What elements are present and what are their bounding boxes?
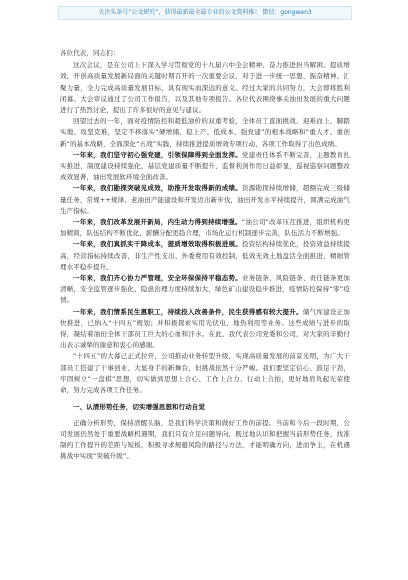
paragraph-text: 回望过去的一年，面对疫情防控和超低油价的双重考验，全体员工直面挑战、迎难而上，脚踏实地、攻坚克难，坚定不移落实“硬增储、稳上产、低成本、强党建”的根本战略和“重人才、重创新”的基本战略，全面深化“五战”实践，持续推进提质增效专项行动，各项工作取得了出色成绩。 [60,117,350,148]
paragraph-list [60,60,350,396]
paragraph [60,116,350,150]
paragraph-lead: 一年来，我们真抓实干降成本，提质增效取得积极进展。 [73,240,242,249]
paragraph-text: 储气库建设正加快推进，已纳入“十四五”规划；并积极探索实用光伏电、地热利用等业务。这些成绩与进步的取得，凝结着油田全体干部员工巨大的心血和汗水。在此，我代表公司党委和公司，对大家的辛勤付出表示诚挚的谢意和衷心的感谢。 [60,307,351,350]
paragraph [60,217,350,239]
paragraph-lead: 一年来，我们改革发展开新局，内生动力得到持续增强。 [73,218,242,227]
paragraph [60,150,350,184]
paragraph [60,351,350,396]
paragraph [60,418,350,463]
paragraph [60,183,350,217]
paragraph [60,239,350,273]
paragraph [60,307,350,352]
paragraph [60,273,350,307]
paragraph-text: 正确分析形势，保持清醒头脑，是我们科学决策和做好工作的前提。当前和今后一段时期，公司发展仍然处于重要战略机遇期，我们只有立足问题导向，既过地认识和把握当前形势任务，找准制约工作提升的差距与短板，积极寻求规避风险的路径与方法，才能明确方向，进而争主，在机遇挑战中实现“突破升级”。 [60,418,350,461]
paragraph-lead: 一年来，我们齐心协力严管理，安全环保保持平稳态势。 [73,274,242,283]
paragraph-text: 资源勘探持续增储，超额完成三级储量任务，常规++规律、老油田产能建设和开发迈出新步伐，油田开发水平持续提升，圆满完成油气生产指标。 [60,184,350,215]
section-heading: 一、认清形势任务，切实增强思想和行动自觉 [73,403,205,412]
paragraph-lead: 一年来，我们勘探突破见成效，助推开发取得新的成绩。 [73,184,242,193]
greeting: 各位代表，同志们： [60,49,120,57]
paragraph-lead: 一年来，我们坚守初心强党建，引领保障得到全面发挥。 [73,150,242,159]
section-paragraph-list [60,418,350,463]
paragraph [60,60,350,116]
top-banner: 关注头条号“公文研究”，获得最新最全最专业的公文资料推！ 微信：gongwen3 [58,6,352,20]
paragraph-text: 投资结构持续优化，投资效益持续提高，经营指标持续改善，非生产性支出、外委费用有效控制，低效无效土地盘活全面推进，精细管理水平稳步提升。 [60,240,350,271]
paragraph-lead: 一年来，我们情系民生惠职工，持续投入改善条件，民生获得感有较大提升。 [73,307,303,316]
paragraph-text: “油公司”改革压茬推进，组织机构更加精简，队伍结构不断优化，薪酬分配更趋合理，市场化运行机制逐步完善，队伍活力不断增强。 [60,218,351,238]
document-body [60,48,350,462]
paragraph-text: “十四五”的大幕已正式拉开，公司推动业务转型升级，实现高质量发展的前景光明，为广大干部员工搭建了干事创业、大显身手的新舞台，但挑战依然十分严峻。我们要坚定信心、鼓足干劲，牢固树立“一盘棋”思想，切实做到思想上合心、工作上合力、行动上合拍，更好地肩负起光荣使命，努力完成各项工作任务。 [60,352,350,395]
paragraph-text: 业务链条、风险链条、责任链条更加清晰，安全监管逐步强化，隐患治理力度持续加大，绿色矿山建设稳步推进，疫情防控保持“零”疫情。 [60,274,350,305]
paragraph-text: 这次会议，是在公司上下深入学习贯彻党的十九届六中全会精神、奋力推进担当解困、提质增效，开创高质量发展新局面的关键时期召开的一次重要会议，对于进一步统一思想、振奋精神、汇聚力量，全力完成高质量发展目标，具有现实而深远的意义。经过大家的共同努力，大会即将胜利闭幕。大会审议通过了公司工作报告，以及其他专项报告。各位代表围绕事关油田发展的重大问题进行了热烈讨论，提出了许多很好的意见与建议。 [60,61,350,115]
paragraph-text: 党建责任体系不断完善，主题教育扎实推进，制度建设持续强化，基层党建质量不断提升，监督利剑作用日益彰显，巡视巡察问题整改成效显著，油田发展软环境全面改善。 [60,150,350,182]
